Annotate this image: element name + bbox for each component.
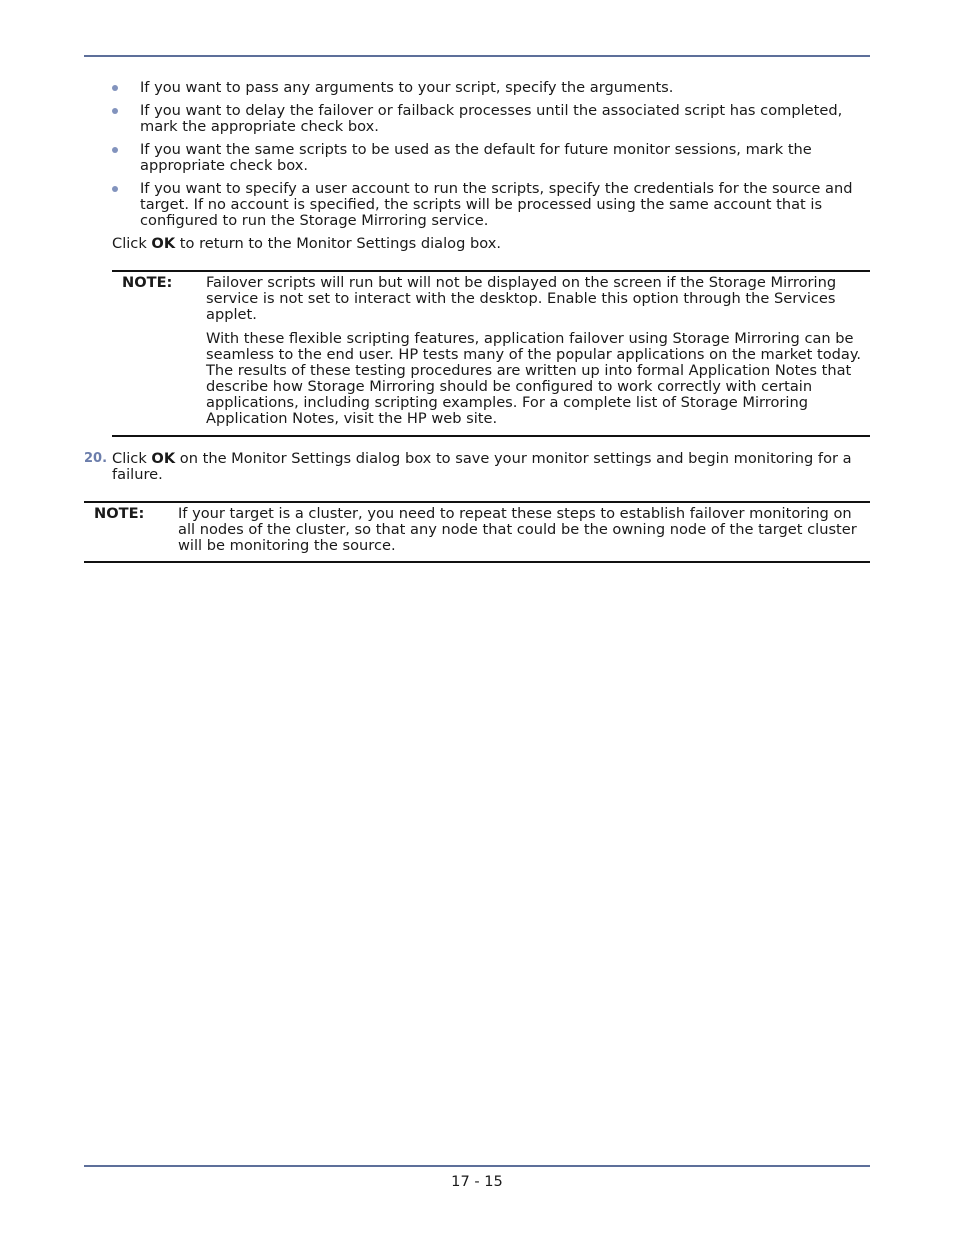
page-number: 17 - 15 bbox=[451, 1173, 503, 1190]
step-text-post: on the Monitor Settings dialog box to save your monitor settings and begin monitoring for a failure. bbox=[112, 450, 852, 483]
bullet-icon bbox=[112, 108, 118, 114]
click-ok-instruction bbox=[84, 236, 870, 252]
note-paragraph: Failover scripts will run but will not be displayed on the screen if the Storage Mirroring service is not set to interact with the desktop. Enable this option through the Services applet. bbox=[206, 274, 837, 323]
step-20 bbox=[84, 451, 870, 483]
note-box-cluster bbox=[84, 501, 870, 563]
footer-rule bbox=[84, 1165, 870, 1167]
list-item bbox=[140, 103, 870, 135]
bullet-icon bbox=[112, 147, 118, 153]
header-rule bbox=[84, 55, 870, 57]
note-body bbox=[206, 275, 866, 427]
bullet-list bbox=[84, 80, 870, 229]
list-item bbox=[140, 181, 870, 229]
bullet-text: If you want to delay the failover or failback processes until the associated script has completed, mark the appropriate check box. bbox=[140, 102, 843, 135]
list-item bbox=[140, 142, 870, 174]
step-text-pre: Click bbox=[112, 450, 152, 467]
list-item bbox=[140, 80, 870, 96]
instruction-text: Click bbox=[112, 235, 152, 252]
ok-keyword: OK bbox=[151, 235, 176, 252]
note-body bbox=[178, 506, 866, 554]
ok-keyword: OK bbox=[151, 450, 176, 467]
note-label: NOTE: bbox=[122, 274, 173, 291]
page-content bbox=[84, 80, 870, 563]
bullet-icon bbox=[112, 186, 118, 192]
bullet-text: If you want to specify a user account to run the scripts, specify the credentials for the source and target. If no account is specified, the scripts will be processed using the same account that is configured to run the Storage Mirroring service. bbox=[140, 180, 853, 229]
note-paragraph: With these flexible scripting features, application failover using Storage Mirroring can be seamless to the end user. HP tests many of the popular applications on the market today. The results of these testing procedures are written up into formal Application Notes that describe how Storage Mirroring should be configured to work correctly with certain applications, including scripting examples. For a complete list of Storage Mirroring Application Notes, visit the HP web site. bbox=[206, 330, 862, 427]
note-box-scripts bbox=[112, 270, 870, 437]
step-text bbox=[112, 451, 870, 483]
step-number: 20. bbox=[84, 451, 108, 466]
bullet-text: If you want the same scripts to be used as the default for future monitor sessions, mark the appropriate check box. bbox=[140, 141, 812, 174]
note-paragraph: If your target is a cluster, you need to repeat these steps to establish failover monitoring on all nodes of the cluster, so that any node that could be the owning node of the target cluster will be monitoring the source. bbox=[178, 505, 857, 554]
bullet-text: If you want to pass any arguments to your script, specify the arguments. bbox=[140, 79, 674, 96]
note-label: NOTE: bbox=[94, 505, 145, 522]
instruction-text: to return to the Monitor Settings dialog box. bbox=[175, 235, 501, 252]
bullet-icon bbox=[112, 85, 118, 91]
